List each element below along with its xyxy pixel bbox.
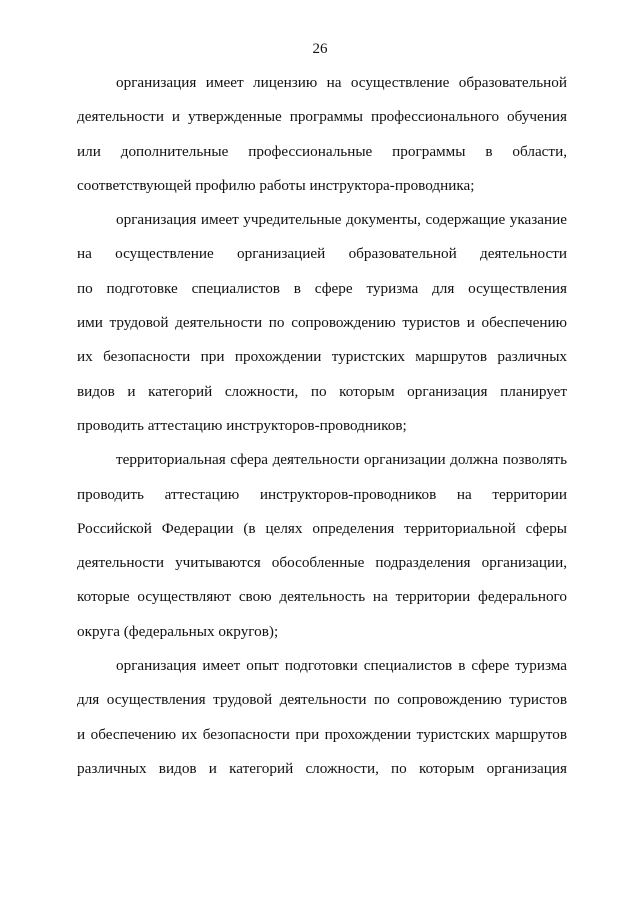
paragraph-first-line: организация имеет лицензию на осуществление образовательной	[116, 74, 567, 91]
text-line: и обеспечению их безопасности при прохождении туристских маршрутов	[77, 725, 567, 743]
text-line: видов и категорий сложности, по которым организация планирует	[77, 382, 567, 400]
text-line: проводить аттестацию инструкторов-проводников;	[77, 416, 407, 434]
paragraph-first-line: организация имеет учредительные документы, содержащие указание	[116, 211, 567, 229]
text-line: ими трудовой деятельности по сопровождению туристов и обеспечению	[77, 314, 567, 332]
page-number: 26	[312, 41, 328, 57]
text-line: соответствующей профилю работы инструктора-проводника;	[77, 176, 475, 194]
text-line: округа (федеральных округов);	[77, 622, 279, 640]
text-line: различных видов и категорий сложности, по которым организация	[77, 759, 567, 777]
text-line: которые осуществляют свою деятельность на территории федерального	[77, 588, 567, 606]
text-line: на осуществление организацией образовательной деятельности	[77, 245, 567, 263]
text-line: для осуществления трудовой деятельности по сопровождению туристов	[77, 691, 567, 709]
text-line: по подготовке специалистов в сфере туризма для осуществления	[77, 279, 567, 297]
text-line: или дополнительные профессиональные программы в области,	[77, 142, 567, 160]
paragraph-first-line: территориальная сфера деятельности организации должна позволять	[116, 451, 567, 469]
text-line: их безопасности при прохождении туристских маршрутов различных	[77, 348, 567, 366]
text-line: деятельности и утвержденные программы профессионального обучения	[77, 108, 567, 126]
text-line: деятельности учитываются обособленные подразделения организации,	[77, 554, 567, 572]
text-line: Российской Федерации (в целях определения территориальной сферы	[77, 519, 567, 537]
text-line: проводить аттестацию инструкторов-проводников на территории	[77, 485, 567, 503]
body-text	[77, 66, 567, 786]
paragraph-first-line: организация имеет опыт подготовки специалистов в сфере туризма	[116, 657, 567, 675]
